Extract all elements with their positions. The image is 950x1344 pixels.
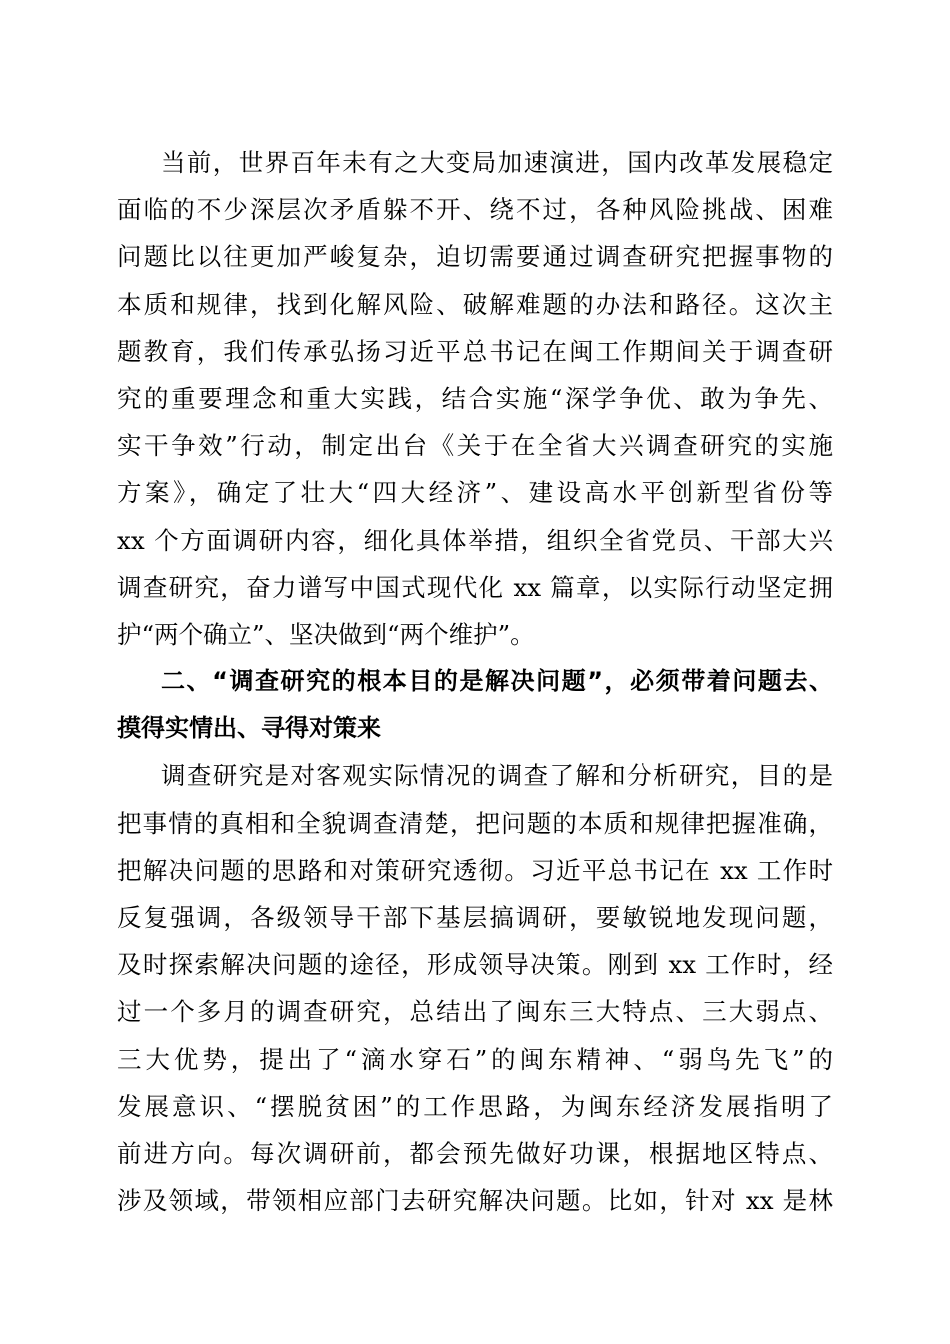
text-line: 把解决问题的思路和对策研究透彻。习近平总书记在 xx 工作时: [117, 855, 833, 885]
text-line: 把事情的真相和全貌调查清楚，把问题的本质和规律把握准确，: [117, 808, 833, 838]
text-line: 前进方向。每次调研前，都会预先做好功课，根据地区特点、: [117, 1138, 833, 1168]
section-heading-2: [117, 658, 833, 752]
text-line: 方案》，确定了壮大“四大经济”、建设高水平创新型省份等: [117, 478, 833, 508]
text-line: 面临的不少深层次矛盾躲不开、绕不过，各种风险挑战、困难: [117, 195, 833, 225]
text-line: 过一个多月的调查研究，总结出了闽东三大特点、三大弱点、: [117, 997, 833, 1027]
text-line: xx 个方面调研内容，细化具体举措，组织全省党员、干部大兴: [117, 525, 833, 555]
text-line: 题教育，我们传承弘扬习近平总书记在闽工作期间关于调查研: [117, 336, 833, 366]
text-line: 三大优势，提出了“滴水穿石”的闽东精神、“弱鸟先飞”的: [117, 1044, 833, 1074]
paragraph-current-situation: [117, 139, 833, 658]
text-line: 实干争效”行动，制定出台《关于在全省大兴调查研究的实施: [117, 431, 833, 461]
text-line: 问题比以往更加严峻复杂，迫切需要通过调查研究把握事物的: [117, 242, 833, 272]
text-line: 究的重要理念和重大实践，结合实施“深学争优、敢为争先、: [117, 383, 833, 413]
heading-line: 二、“调查研究的根本目的是解决问题”，必须带着问题去、: [161, 667, 833, 696]
text-line: 发展意识、“摆脱贫困”的工作思路，为闽东经济发展指明了: [117, 1091, 833, 1121]
heading-line: 摸得实情出、寻得对策来: [117, 714, 381, 743]
text-line: 及时探索解决问题的途径，形成领导决策。刚到 xx 工作时，经: [117, 950, 833, 980]
text-line: 当前，世界百年未有之大变局加速演进，国内改革发展稳定: [161, 148, 833, 177]
document-body: [117, 139, 833, 1224]
text-line: 本质和规律，找到化解风险、破解难题的办法和路径。这次主: [117, 289, 833, 319]
text-line: 反复强调，各级领导干部下基层搞调研，要敏锐地发现问题，: [117, 903, 833, 932]
text-line: 调查研究是对客观实际情况的调查了解和分析研究，目的是: [161, 761, 833, 791]
text-line: 涉及领域，带领相应部门去研究解决问题。比如，针对 xx 是林: [117, 1186, 833, 1216]
text-line: 调查研究，奋力谱写中国式现代化 xx 篇章，以实际行动坚定拥: [117, 572, 833, 602]
text-line: 护“两个确立”、坚决做到“两个维护”。: [117, 619, 535, 649]
paragraph-research-purpose: [117, 752, 833, 1224]
